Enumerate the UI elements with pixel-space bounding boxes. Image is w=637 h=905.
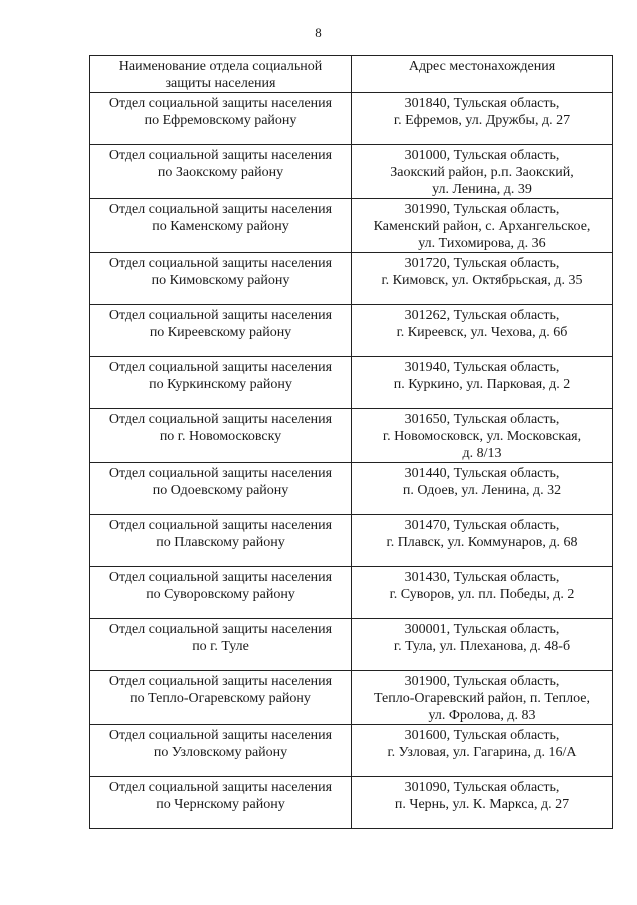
table-row [90, 253, 613, 305]
table-row [90, 671, 613, 725]
office-name-cell: Отдел социальной защиты населения по Заокскому району [90, 145, 352, 199]
table-row [90, 619, 613, 671]
office-address-cell: 301440, Тульская область, п. Одоев, ул. Ленина, д. 32 [352, 463, 613, 515]
office-address-cell: 301000, Тульская область, Заокский район, р.п. Заокский, ул. Ленина, д. 39 [352, 145, 613, 199]
table-row [90, 357, 613, 409]
office-address-cell: 301262, Тульская область, г. Киреевск, ул. Чехова, д. 6б [352, 305, 613, 357]
table-row [90, 93, 613, 145]
office-name-cell: Отдел социальной защиты населения по Чернскому району [90, 777, 352, 829]
table-row [90, 567, 613, 619]
office-address-cell: 301940, Тульская область, п. Куркино, ул. Парковая, д. 2 [352, 357, 613, 409]
office-name-cell: Отдел социальной защиты населения по Узловскому району [90, 725, 352, 777]
office-address-cell: 301900, Тульская область, Тепло-Огаревский район, п. Теплое, ул. Фролова, д. 83 [352, 671, 613, 725]
table-row [90, 463, 613, 515]
office-name-cell: Отдел социальной защиты населения по г. Туле [90, 619, 352, 671]
office-address-cell: 301990, Тульская область, Каменский район, с. Архангельское, ул. Тихомирова, д. 36 [352, 199, 613, 253]
office-name-cell: Отдел социальной защиты населения по Куркинскому району [90, 357, 352, 409]
office-name-cell: Отдел социальной защиты населения по Плавскому району [90, 515, 352, 567]
office-name-cell: Отдел социальной защиты населения по г. Новомосковску [90, 409, 352, 463]
office-address-cell: 301840, Тульская область, г. Ефремов, ул. Дружбы, д. 27 [352, 93, 613, 145]
office-address-cell: 301650, Тульская область, г. Новомосковск, ул. Московская, д. 8/13 [352, 409, 613, 463]
office-name-cell: Отдел социальной защиты населения по Одоевскому району [90, 463, 352, 515]
table-row [90, 199, 613, 253]
table-header-row [90, 56, 613, 93]
office-name-cell: Отдел социальной защиты населения по Кимовскому району [90, 253, 352, 305]
office-name-cell: Отдел социальной защиты населения по Киреевскому району [90, 305, 352, 357]
office-address-cell: 300001, Тульская область, г. Тула, ул. Плеханова, д. 48-б [352, 619, 613, 671]
office-name-cell: Отдел социальной защиты населения по Каменскому району [90, 199, 352, 253]
office-address-cell: 301600, Тульская область, г. Узловая, ул. Гагарина, д. 16/А [352, 725, 613, 777]
page-number: 8 [315, 25, 322, 40]
office-name-cell: Отдел социальной защиты населения по Ефремовскому району [90, 93, 352, 145]
header-address: Адрес местонахождения [352, 56, 613, 93]
table-row [90, 145, 613, 199]
table-row [90, 777, 613, 829]
table-row [90, 409, 613, 463]
office-address-cell: 301430, Тульская область, г. Суворов, ул. пл. Победы, д. 2 [352, 567, 613, 619]
office-address-cell: 301470, Тульская область, г. Плавск, ул. Коммунаров, д. 68 [352, 515, 613, 567]
office-address-cell: 301090, Тульская область, п. Чернь, ул. К. Маркса, д. 27 [352, 777, 613, 829]
table-row [90, 725, 613, 777]
social-protection-offices-table [89, 55, 613, 829]
header-office-name: Наименование отдела социальной защиты населения [90, 56, 352, 93]
table-row [90, 305, 613, 357]
office-name-cell: Отдел социальной защиты населения по Суворовскому району [90, 567, 352, 619]
office-address-cell: 301720, Тульская область, г. Кимовск, ул. Октябрьская, д. 35 [352, 253, 613, 305]
office-name-cell: Отдел социальной защиты населения по Тепло-Огаревскому району [90, 671, 352, 725]
table-row [90, 515, 613, 567]
